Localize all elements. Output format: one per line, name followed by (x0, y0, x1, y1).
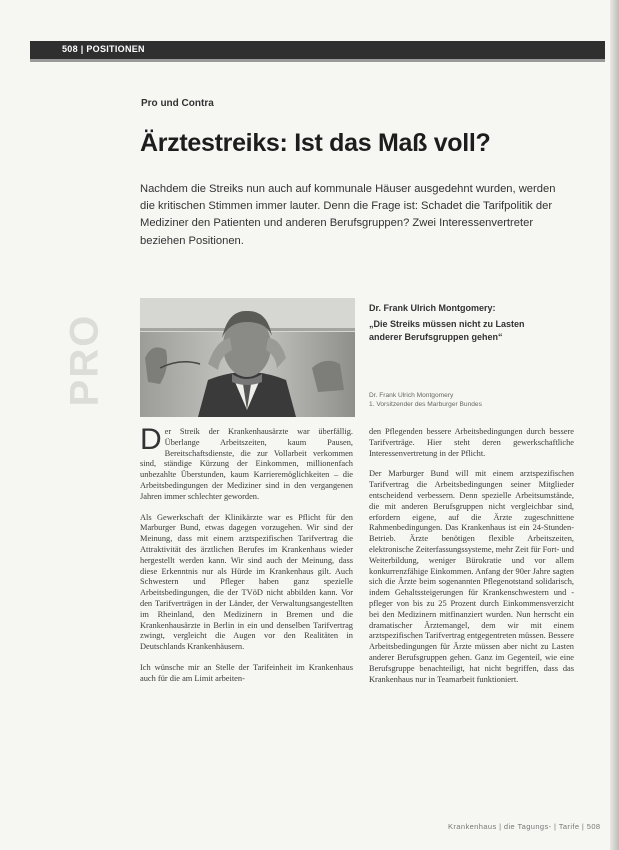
caption-name: Dr. Frank Ulrich Montgomery (369, 392, 454, 399)
body-paragraph: den Pflegenden bessere Arbeitsbedingungen durch bessere Tarifverträge. Hier steht deren gewerkschaftliche Interessenvertretung in der Pflicht. (369, 427, 574, 458)
body-column-right (369, 427, 574, 695)
article-headline: Ärztestreiks: Ist das Maß voll? (140, 129, 491, 157)
body-paragraph: Ich wünsche mir an Stelle der Tarifeinheit im Krankenhaus auch für die am Limit arbeiten- (140, 662, 353, 683)
pull-quote: „Die Streiks müssen nicht zu Lasten anderer Berufsgruppen gehen“ (369, 319, 525, 342)
section-label: 508 | POSITIONEN (62, 44, 145, 54)
side-label-text: PRO (62, 313, 107, 407)
side-label (58, 300, 112, 420)
body-paragraph-text: er Streik der Krankenhausärzte war überfällig. Überlange Arbeitszeiten, kaum Pausen, Bereitschaftsdienste, die zur Vollarbeit verkommen sind, ständige Kürzung der Einkommen, millionenfach unbezahlte Überstunden, kaum Karrieremöglichkeiten – die Arbeitsbedingungen der Mediziner sind in den vergangenen Jahren immer schlechter geworden. (140, 427, 353, 501)
author-photo-image (140, 298, 355, 417)
quote-author: Dr. Frank Ulrich Montgomery: (369, 303, 496, 313)
drop-cap: D (140, 423, 162, 456)
article-kicker: Pro und Contra (141, 98, 214, 109)
body-column-left (140, 423, 353, 695)
caption-role: 1. Vorsitzender des Marburger Bundes (369, 401, 482, 408)
body-paragraph: Als Gewerkschaft der Klinikärzte war es Pflicht für den Marburger Bund, etwas dagegen vorzugehen. Wir sind der Meinung, dass mit einem arztspezifischen Tarifvertrag die Attraktivität des ärztlichen Berufes im Krankenhaus wieder hergestellt werden kann. Wir sind auch der Meinung, dass diese Erkenntnis nur als Hürde im Krankenhaus gilt. Auch Schwestern und Pfleger haben ganz spezielle Arbeitsbedingungen, die der TVöD nicht abbilden kann. Vor den Tarifverträgen in der Länder, der Verwaltungsangestellten im Rheinland, den Medizinern in Bremen und die Krankenhausärzte in Berlin in ein und denselben Tarifvertrag zwingt, vergleicht die Augen vor den Realitäten in Deutschlands Krankenhäusern. (140, 512, 353, 652)
header-accent-line (30, 59, 605, 62)
body-paragraph (140, 423, 353, 503)
author-photo (140, 298, 355, 417)
page-edge (610, 0, 619, 850)
body-paragraph: Der Marburger Bund will mit einem arztspezifischen Tarifvertrag die Arbeitsbedingungen seiner Mitglieder entscheidend verbessern. Denn spezielle Arbeitsumstände, die mit anderen Berufsgruppen nicht vergleichbar sind, erfordern eigene, auf die Ärzte zugeschnittene Rahmenbedingungen. Das Krankenhaus ist ein 24-Stunden-Betrieb. Ärzte benötigen flexible Arbeitszeiten, elektronische Zeiterfassungssysteme, mehr Zeit für Fort- und Weiterbildung, weniger Bürokratie und vor allem konkurrenzfähige Einkommen. Anfang der 90er Jahre sagten sich die Ärzte beim sogenannten Pflegenotstand solidarisch, indem Gehaltssteigerungen für Krankenschwestern und -pfleger von bis zu 25 Prozent durch Einkommensverzicht bei den Medizinern mitfinanziert wurden. Nun herrscht ein dramatischer Ärztemangel, dem wir mit einem arztspezifischen Tarifvertrag entgegentreten müssen. Bessere Arbeitsbedingungen für Ärzte müssen aber nicht zu Lasten anderer Berufsgruppen gehen. Ganz im Gegenteil, wie eine Berufsgruppe benachteiligt, hat nicht begriffen, dass das Krankenhaus nur in Teamarbeit funktioniert. (369, 469, 574, 684)
photo-caption (369, 391, 559, 409)
article-intro: Nachdem die Streiks nun auch auf kommunale Häuser ausgedehnt wurden, werden die kritischen Stimmen immer lauter. Denn die Frage ist: Schadet die Tarifpolitik der Mediziner den Patienten und anderen Berufsgruppen? Zwei Interessenvertreter beziehen Positionen. (140, 183, 556, 247)
page-footer: Krankenhaus | die Tagungs- | Tarife | 508 (448, 822, 601, 831)
